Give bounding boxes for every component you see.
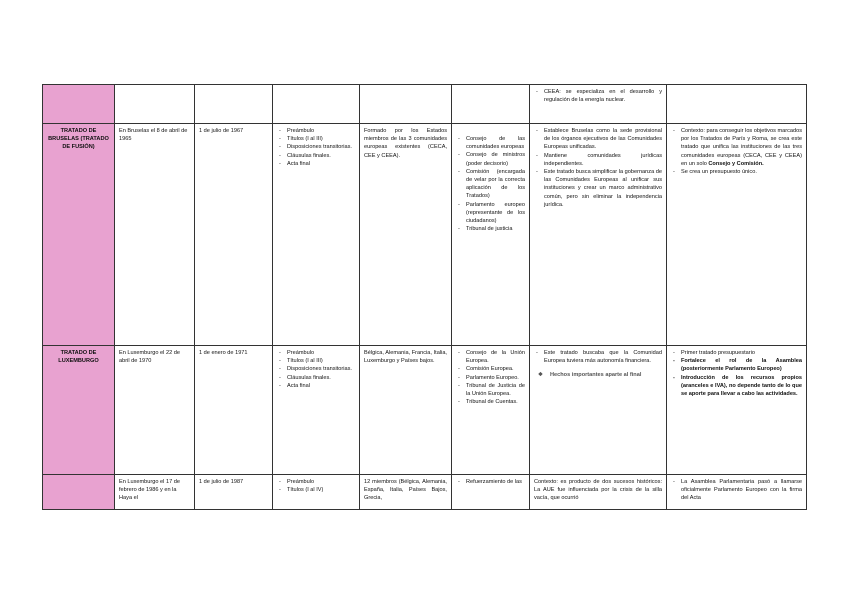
list-item: - Este tratado buscaba que la Comunidad Europea tuviera más autonomía financiera. bbox=[534, 349, 662, 365]
list-item: - Fortalece el rol de la Asamblea (posteriormente Parlamento Europeo) bbox=[671, 357, 802, 373]
cell-objectives bbox=[530, 346, 667, 475]
list-item: - Parlamento Europeo. bbox=[456, 374, 525, 382]
cell-objectives bbox=[530, 85, 667, 124]
cell-empty bbox=[360, 85, 452, 124]
table-row bbox=[43, 475, 807, 510]
list-item: - Cláusulas finales. bbox=[277, 374, 355, 382]
table-row bbox=[43, 124, 807, 346]
cell-date: 1 de enero de 1971 bbox=[195, 346, 273, 475]
cell-structure bbox=[273, 124, 360, 346]
cell-empty bbox=[452, 85, 530, 124]
list-item: - Establece Bruselas como la sede provisional de los órganos ejecutivos de las Comunidades Europeas unificadas. bbox=[534, 127, 662, 152]
cell-empty bbox=[273, 85, 360, 124]
list-item: - Consejo de las comunidades europeas bbox=[456, 135, 525, 151]
list-item: - Primer tratado presupuestario bbox=[671, 349, 802, 357]
context-bold: Consejo y Comisión. bbox=[708, 160, 764, 167]
cell-members: Formado por los Estados miembros de las 3 comunidades europeas existentes (CECA, CEE y CEEA). bbox=[360, 124, 452, 346]
table-row bbox=[43, 85, 807, 124]
list-item: - Este tratado busca simplificar la gobernanza de las Comunidades Europeas al unificar sus instituciones y crear un marco administrativo común, pero sin eliminar la independencia jurídica. bbox=[534, 168, 662, 209]
list-item: - Comisión Europea. bbox=[456, 365, 525, 373]
list-item: - Tribunal de Cuentas. bbox=[456, 398, 525, 406]
list-item: - Mantiene comunidades jurídicas independientes. bbox=[534, 152, 662, 168]
list-item: - Preámbulo bbox=[277, 478, 355, 486]
cell-structure bbox=[273, 475, 360, 510]
table-row bbox=[43, 346, 807, 475]
cell-institutions bbox=[452, 346, 530, 475]
row-label bbox=[43, 85, 115, 124]
context-text: Contexto: para conseguir los objetivos marcados por los Tratados de París y Roma, se crea este tratado que unifica las instituciones de las tres comunidades europeas (CECA, CEE y CEEA) en un solo bbox=[681, 128, 802, 167]
list-item: - Disposiciones transitorias. bbox=[277, 143, 355, 151]
list-item bbox=[671, 127, 802, 168]
cell-institutions bbox=[452, 124, 530, 346]
cell-objectives bbox=[530, 124, 667, 346]
cell-context bbox=[667, 124, 807, 346]
row-label: TRATADO DE BRUSELAS (TRATADO DE FUSIÓN) bbox=[43, 124, 115, 346]
list-item: - Introducción de los recursos propios (aranceles e IVA), no depende tanto de lo que se aporte para llevar a cabo las actividades. bbox=[671, 374, 802, 399]
list-item: - Títulos (I al III) bbox=[277, 357, 355, 365]
list-item: - Tribunal de justicia bbox=[456, 225, 525, 233]
cell-members: Bélgica, Alemania, Francia, Italia, Luxemburgo y Países bajos. bbox=[360, 346, 452, 475]
cell-institutions bbox=[452, 475, 530, 510]
list-item: - Se crea un presupuesto único. bbox=[671, 168, 802, 176]
list-item: - Tribunal de Justicia de la Unión Europea. bbox=[456, 382, 525, 398]
list-item: - Títulos (I al III) bbox=[277, 135, 355, 143]
list-item: - Consejo de la Unión Europea. bbox=[456, 349, 525, 365]
list-item: - La Asamblea Parlamentaria pasó a llamarse oficialmente Parlamento Europeo con la firma del Acta bbox=[671, 478, 802, 503]
cell-context bbox=[667, 346, 807, 475]
list-item: - Comisión (encargada de velar por la correcta aplicación de los Tratados) bbox=[456, 168, 525, 201]
list-item: - Acta final bbox=[277, 160, 355, 168]
row-label bbox=[43, 475, 115, 510]
cell-context bbox=[667, 475, 807, 510]
list-item: - Disposiciones transitorias. bbox=[277, 365, 355, 373]
list-item: - Parlamento europeo (representante de los ciudadanos) bbox=[456, 201, 525, 226]
list-item: - Preámbulo bbox=[277, 349, 355, 357]
cell-empty bbox=[115, 85, 195, 124]
cell-date: 1 de julio de 1987 bbox=[195, 475, 273, 510]
cell-empty bbox=[195, 85, 273, 124]
diamond-bullet-icon: ❖ bbox=[538, 372, 544, 379]
subnote-text: Hechos importantes aparte al final bbox=[550, 372, 642, 379]
cell-empty bbox=[667, 85, 807, 124]
cell-date: 1 de julio de 1967 bbox=[195, 124, 273, 346]
cell-place: En Bruselas el 8 de abril de 1965 bbox=[115, 124, 195, 346]
row-label: TRATADO DE LUXEMBURGO bbox=[43, 346, 115, 475]
cell-place: En Luxemburgo el 22 de abril de 1970 bbox=[115, 346, 195, 475]
list-item: - Acta final bbox=[277, 382, 355, 390]
list-item: - Preámbulo bbox=[277, 127, 355, 135]
cell-members: 12 miembros (Bélgica, Alemania, España, Italia, Países Bajos, Grecia, bbox=[360, 475, 452, 510]
cell-place: En Luxemburgo el 17 de febrero de 1986 y en la Haya el bbox=[115, 475, 195, 510]
list-item: - Títulos (I al IV) bbox=[277, 486, 355, 494]
treaties-table bbox=[42, 84, 807, 510]
list-item: - Cláusulas finales. bbox=[277, 152, 355, 160]
list-item: - Consejo de ministros (poder decisorio) bbox=[456, 151, 525, 167]
cell-objectives: Contexto: es producto de dos sucesos históricos: La AUE fue influenciada por la crisis de la silla vacía, que ocurrió bbox=[530, 475, 667, 510]
cell-structure bbox=[273, 346, 360, 475]
list-item: - CEEA: se especializa en el desarrollo y regulación de la energía nuclear. bbox=[534, 88, 662, 104]
list-item: - Refuerzamiento de las bbox=[456, 478, 525, 486]
subnote bbox=[534, 371, 662, 379]
